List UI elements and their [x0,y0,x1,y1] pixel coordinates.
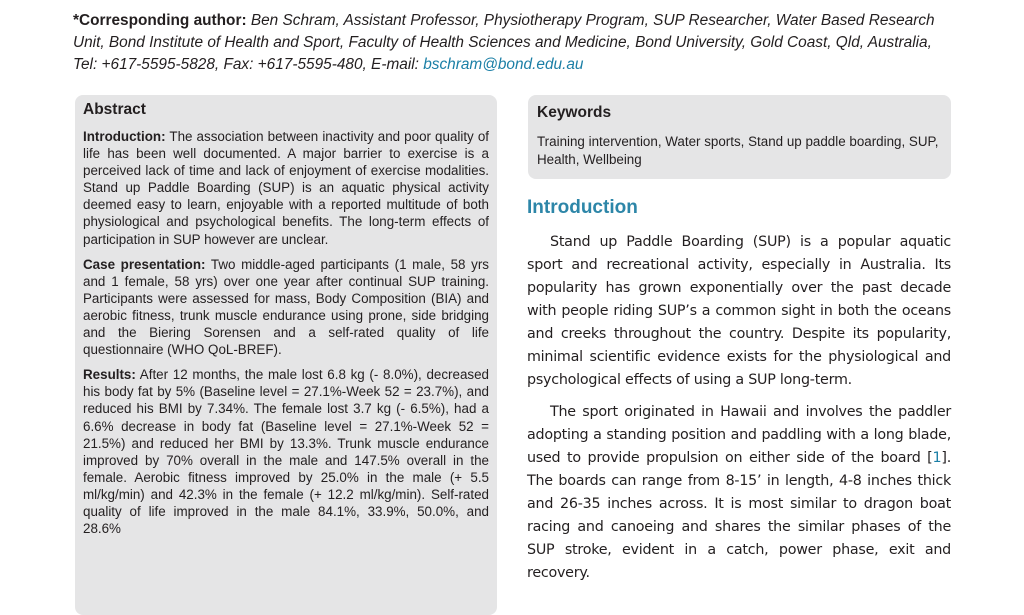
abstract-introduction-text: The association between inactivity and poor quality of life has been well documented. A major barrier to exercise is a perceived lack of time and lack of enjoyment of exercise modalities. Stand up Paddle Boarding (SUP) is an aquatic physical activity deemed easy to learn, enjoyable with a reported multitude of both physiological and psychological benefits. The long-term effects of participation in SUP however are unclear. [83,129,489,247]
abstract-results-text: After 12 months, the male lost 6.8 kg (- 8.0%), decreased his body fat by 5% (Baseline level = 27.1%-Week 52 = 23.7%), and reduced his BMI by 7.34%. The female lost 3.7 kg (- 6.5%), had a 6.6% decrease in body fat (Baseline level = 27.1%-Week 52 = 21.5%) and reduced her BMI by 13.3%. Trunk muscle endurance improved by 70% overall in the male and 147.5% overall in the female. Aerobic fitness improved by 25.0% in the male (+ 5.5 ml/kg/min) and 42.3% in the female (+ 12.2 ml/kg/min). Self-rated quality of life improved in the male 84.1%, 33.9%, 50.0%, and 28.6% [83,367,489,537]
author-email-link[interactable]: bschram@bond.edu.au [423,56,584,73]
abstract-case-presentation [83,256,489,359]
introduction-paragraph-2-start: The sport originated in Hawaii and involves the paddler adopting a standing position and paddling with a long blade, used to provide propulsion on either side of the board [ [527,404,951,466]
introduction-body [527,231,951,594]
introduction-paragraph-2 [527,401,951,585]
abstract-box [75,95,497,615]
abstract-results [83,366,489,537]
abstract-body [83,128,489,545]
citation-link[interactable]: 1 [932,450,942,466]
keywords-list: Training intervention, Water sports, Stand up paddle boarding, SUP, Health, Wellbeing [537,134,939,167]
introduction-paragraph-1: Stand up Paddle Boarding (SUP) is a popular aquatic sport and recreational activity, especially in Australia. Its popularity has grown exponentially over the past decade with people riding SUP’s a common sight in both the oceans and creeks throughout the country. Despite its popularity, minimal scientific evidence exists for the physiological and psychological effects of using a SUP long-term. [527,234,951,388]
keywords-title: Keywords [537,104,612,121]
abstract-case-heading: Case presentation: [83,256,206,272]
corresponding-author-label: *Corresponding author: [73,12,247,29]
introduction-paragraph-2-end: ]. The boards can range from 8-15’ in length, 4-8 inches thick and 26-35 inches across. It is most similar to dragon boat racing and canoeing and shares the similar phases of the SUP stroke, evident in a catch, power phase, exit and recovery. [527,450,951,581]
abstract-results-heading: Results: [83,367,136,383]
keywords-box [528,95,951,179]
introduction-heading: Introduction [527,197,638,218]
corresponding-author-details: Ben Schram, Assistant Professor, Physiotherapy Program, SUP Researcher, Water Based Research Unit, Bond Institute of Health and Sport, Faculty of Health Sciences and Medicine, Bond University, Gold Coast, Qld, Australia, Tel: +617-5595-5828, Fax: +617-5595-480, E-mail: [73,12,935,73]
abstract-introduction-heading: Introduction: [83,129,166,144]
abstract-title: Abstract [83,101,146,118]
abstract-introduction [83,128,489,248]
corresponding-author-note [73,10,953,76]
abstract-case-text: Two middle-aged participants (1 male, 58 yrs and 1 female, 58 yrs) over one year after continual SUP training. Participants were assessed for mass, Body Composition (BIA) and aerobic fitness, trunk muscle endurance using prone, side bridging and the Biering Sorensen and a self-rated quality of life questionnaire (WHO QoL-BREF). [83,256,489,358]
